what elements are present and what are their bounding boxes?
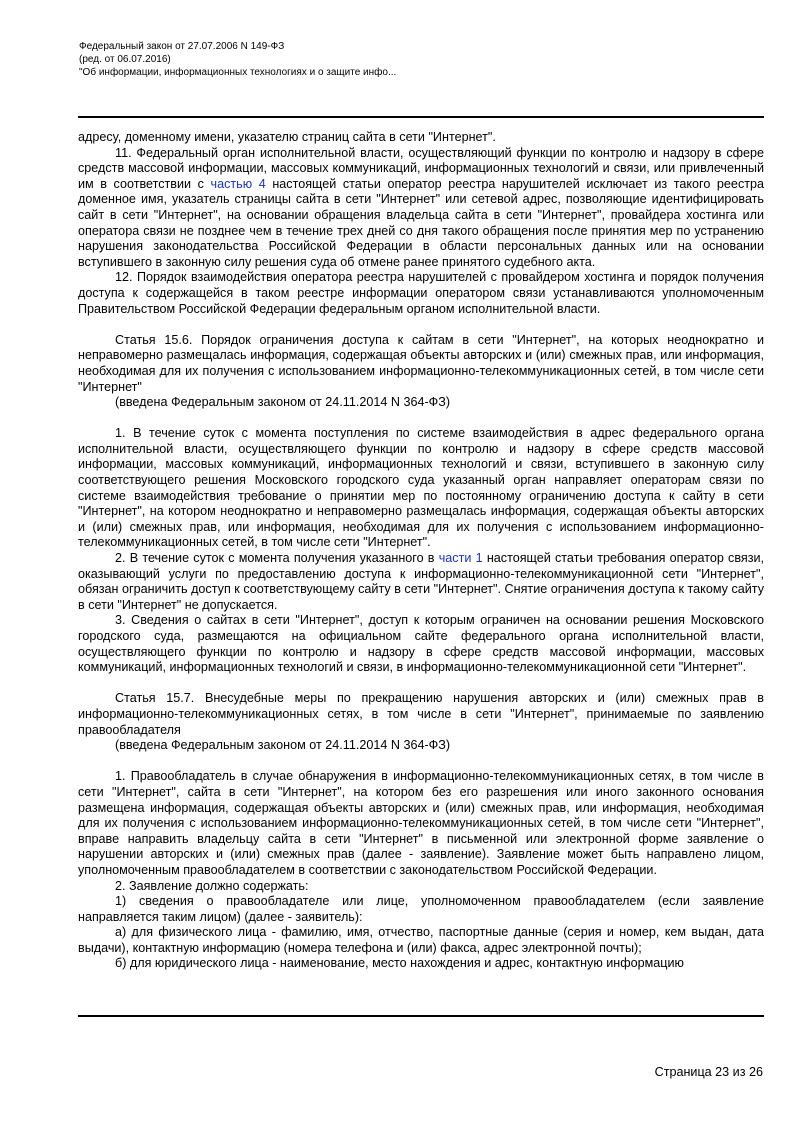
paragraph-11	[78, 146, 764, 271]
article-15-6-item-3: 3. Сведения о сайтах в сети "Интернет", доступ к которым ограничен на основании решения Московского городского суда, размещаются на официальном сайте федерального органа исполнительной власти, осуществляющего функции по контролю и надзору в сфере средств массовой информации, массовых коммуникаций, информационных технологий и связи, в информационно-телекоммуникационной сети "Интернет".	[78, 613, 764, 675]
paragraph-11-text-b: настоящей статьи оператор реестра нарушителей исключает из такого реестра доменное имя, указатель страницы сайта в сети "Интернет" или сетевой адрес, позволяющие идентифицировать сайт в сети "Интернет", на основании обращения владельца сайта в сети "Интернет", провайдера хостинга или оператора связи не позднее чем в течение трех дней со дня такого обращения после принятия мер по устранению нарушения законодательства Российской Федерации в области персональных данных или на основании вступившего в законную силу решения суда об отмене ранее принятого судебного акта.	[78, 176, 765, 269]
header-divider	[78, 116, 764, 118]
footer-divider	[78, 1015, 764, 1017]
article-15-7-item-2-1: 1) сведения о правообладателе или лице, уполномоченном правообладателем (если заявление направляется таким лицом) (далее - заявитель):	[78, 894, 764, 924]
page-number: Страница 23 из 26	[654, 1065, 763, 1079]
article-15-7-note: (введена Федеральным законом от 24.11.2014 N 364-ФЗ)	[115, 738, 451, 753]
article-15-6-item-1: 1. В течение суток с момента поступления по системе взаимодействия в адрес федерального органа исполнительной власти, осуществляющего функции по контролю и надзору в сфере средств массовой информации, массовых коммуникаций, информационных технологий и связи, вступившего в законную силу соответствующего решения Московского городского суда указанный орган направляет операторам связи по системе взаимодействия требование о принятии мер по постоянному ограничению доступа к сайту в сети "Интернет", на котором неоднократно и неправомерно размещалась информация, содержащая объекты авторских и (или) смежных прав, или информация, необходимая для их получения с использованием информационно-телекоммуникационных сетей, в том числе сети "Интернет".	[78, 426, 764, 550]
article-15-7-item-2: 2. Заявление должно содержать:	[115, 878, 309, 893]
article-15-6-note: (введена Федеральным законом от 24.11.2014 N 364-ФЗ)	[115, 395, 451, 410]
spacer	[78, 317, 764, 333]
paragraph-11-text-a: 11. Федеральный орган исполнительной власти, осуществляющий функции по контролю и надзору в сфере средств массовой информации, массовых коммуникаций, информационных технологий и связи, или привлеченный им в соответствии с	[78, 145, 764, 191]
article-15-6-item-2-text-b: настоящей статьи требования оператор связи, оказывающий услуги по предоставлению доступа к информационно-телекоммуникационной сети "Интернет", обязан ограничить доступ к соответствующему сайту в сети "Интернет". Снятие ограничения доступа к такому сайту в сети "Интернет" не допускается.	[78, 551, 765, 612]
paragraph-continuation: адресу, доменному имени, указателю страниц сайта в сети "Интернет".	[78, 130, 496, 144]
header-revision: (ред. от 06.07.2016)	[79, 54, 171, 65]
document-body	[78, 130, 764, 972]
article-15-6-item-2-text-a: 2. В течение суток с момента получения указанного в	[115, 551, 439, 566]
header-law-title: Федеральный закон от 27.07.2006 N 149-ФЗ	[79, 41, 285, 52]
link-part-1[interactable]: части 1	[438, 551, 483, 566]
paragraph-12: 12. Порядок взаимодействия оператора реестра нарушителей с провайдером хостинга и порядок получения доступа к содержащейся в таком реестре информации оператором связи устанавливаются уполномоченным Правительством Российской Федерации федеральным органом исполнительной власти.	[78, 270, 764, 316]
document-header	[79, 40, 396, 79]
header-law-name: "Об информации, информационных технологиях и о защите инфо...	[79, 67, 397, 78]
spacer	[78, 411, 764, 427]
article-15-7-item-2-a: а) для физического лица - фамилию, имя, отчество, паспортные данные (серия и номер, кем выдан, дата выдачи), контактную информацию (номера телефона и (или) факса, адрес электронной почты);	[78, 925, 764, 955]
article-15-7-item-1: 1. Правообладатель в случае обнаружения в информационно-телекоммуникационных сетях, в том числе в сети "Интернет", сайта в сети "Интернет", на котором без его разрешения или иного законного основания размещена информация, содержащая объекты авторских и (или) смежных прав, или информация, необходимая для их получения с использованием информационно-телекоммуникационных сетей, в том числе сети "Интернет", вправе направить владельцу сайта в сети "Интернет" в письменной или электронной форме заявление о нарушении авторских и (или) смежных прав (далее - заявление). Заявление может быть направлено лицом, уполномоченным правообладателем в соответствии с законодательством Российской Федерации.	[78, 769, 764, 877]
article-15-6-item-2	[78, 551, 764, 613]
spacer	[78, 676, 764, 692]
spacer	[78, 754, 764, 770]
article-15-7-title: Статья 15.7. Внесудебные меры по прекращению нарушения авторских и (или) смежных прав в информационно-телекоммуникационных сетях, в том числе в сети "Интернет", принимаемые по заявлению правообладателя	[78, 691, 764, 737]
article-15-6-title: Статья 15.6. Порядок ограничения доступа к сайтам в сети "Интернет", на которых неоднократно и неправомерно размещалась информация, содержащая объекты авторских и (или) смежных прав, или информация, необходимая для их получения с использованием информационно-телекоммуникационных сетей, в том числе сети "Интернет"	[78, 332, 764, 394]
link-part-4[interactable]: частью 4	[210, 176, 266, 191]
article-15-7-item-2-b: б) для юридического лица - наименование, место нахождения и адрес, контактную информацию	[115, 956, 684, 971]
